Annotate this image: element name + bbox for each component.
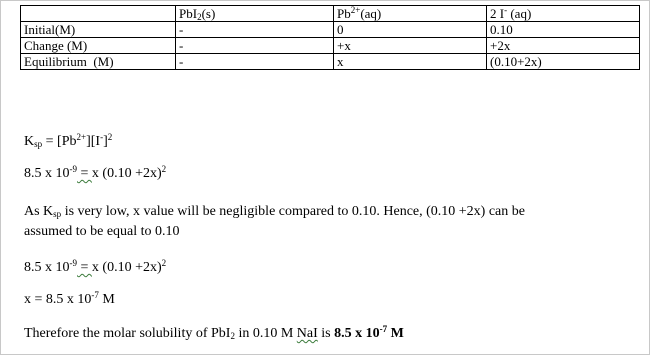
cell-i: 0.10: [487, 22, 640, 38]
explanation-line-2: assumed to be equal to 0.10: [24, 224, 180, 239]
equation-2: 8.5 x $10^{-9} = x$ $(0.10 +2x)^2$: [24, 258, 167, 275]
cell-pbi2: -: [176, 38, 334, 54]
answer-value: 8.5 x $10^{-7}$ M: [334, 324, 404, 341]
row-label: Change (M): [21, 38, 176, 54]
cell-pbi2: -: [176, 22, 334, 38]
table-header-row: [21, 6, 640, 22]
table-row: [21, 54, 640, 70]
cell-pb: +x: [334, 38, 487, 54]
table-row: [21, 38, 640, 54]
result-x: x = 8.5 x $10^{-7}$ M: [24, 290, 115, 307]
equation-1: 8.5 x $10^{-9} = x$ $(0.10 +2x)^2$: [24, 164, 167, 181]
row-label: Initial(M): [21, 22, 176, 38]
header-pbi2: PbI$_2$(s): [176, 6, 334, 22]
header-pb2plus: $Pb^{2+}(aq)$: [334, 6, 487, 22]
cell-i: (0.10+2x): [487, 54, 640, 70]
cell-pb: x: [334, 54, 487, 70]
cell-i: +2x: [487, 38, 640, 54]
cell-pb: 0: [334, 22, 487, 38]
cell-pbi2: -: [176, 54, 334, 70]
header-empty-cell: [21, 6, 176, 22]
header-iodide: 2 I- (aq): [487, 6, 640, 22]
explanation-line-1: As $K_{sp}$ is very low, x value will be negligible compared to 0.10. Hence, (0.10 +2x) can be: [24, 204, 525, 219]
ksp-expression: $K_{sp} = [Pb^{2+}][I^-]^2$: [24, 132, 113, 149]
ice-table: [20, 5, 640, 70]
conclusion: Therefore the molar solubility of PbI$_2$ in 0.10 M NaI is 8.5 x $10^{-7}$ M: [24, 324, 404, 341]
row-label: Equilibrium (M): [21, 54, 176, 70]
table-row: [21, 22, 640, 38]
